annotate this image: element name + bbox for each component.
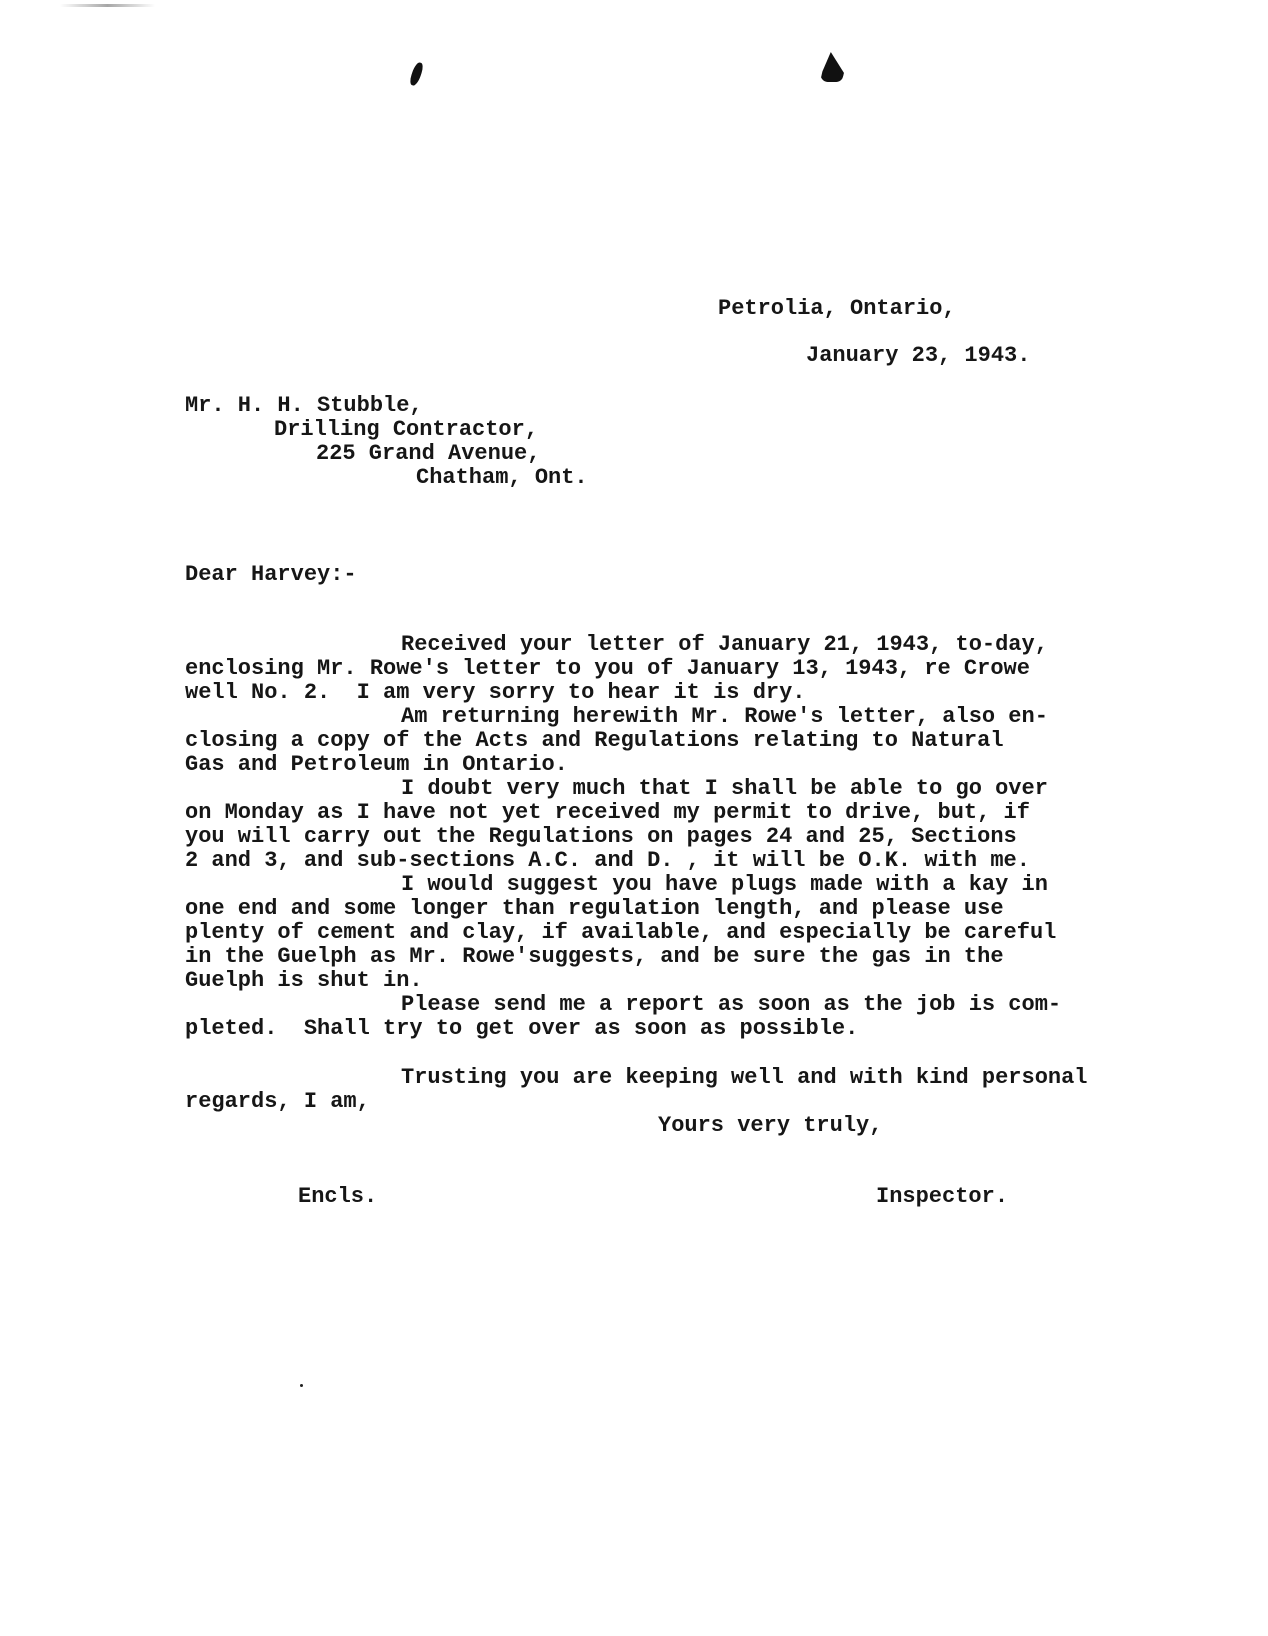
enclosure-note: Encls.: [298, 1184, 378, 1209]
body-line: I doubt very much that I shall be able to go over: [401, 776, 1048, 801]
body-line: I would suggest you have plugs made with a kay in: [401, 872, 1048, 897]
closing-line: Trusting you are keeping well and with kind personal: [401, 1065, 1088, 1090]
punch-hole-mark-left: [409, 61, 425, 87]
complimentary-close: Yours very truly,: [658, 1113, 883, 1138]
body-line: enclosing Mr. Rowe's letter to you of January 13, 1943, re Crowe: [185, 656, 1030, 681]
body-line: well No. 2. I am very sorry to hear it is dry.: [185, 680, 806, 705]
body-line: you will carry out the Regulations on pages 24 and 25, Sections: [185, 824, 1017, 849]
signature-title: Inspector.: [876, 1184, 1009, 1209]
recipient-title: Drilling Contractor,: [274, 417, 539, 442]
body-line: Please send me a report as soon as the job is com-: [401, 992, 1062, 1017]
punch-hole-mark-right: [820, 52, 844, 82]
recipient-city: Chatham, Ont.: [416, 465, 588, 490]
body-line: plenty of cement and clay, if available, and especially be careful: [185, 920, 1057, 945]
body-line: Guelph is shut in.: [185, 968, 423, 993]
body-line: pleted. Shall try to get over as soon as possible.: [185, 1016, 859, 1041]
letter-place: Petrolia, Ontario,: [718, 296, 956, 321]
recipient-street: 225 Grand Avenue,: [316, 441, 541, 466]
body-line: in the Guelph as Mr. Rowe'suggests, and be sure the gas in the: [185, 944, 1004, 969]
letter-date: January 23, 1943.: [806, 343, 1031, 368]
salutation: Dear Harvey:-: [185, 562, 357, 587]
body-line: one end and some longer than regulation length, and please use: [185, 896, 1004, 921]
body-line: closing a copy of the Acts and Regulations relating to Natural: [185, 728, 1004, 753]
body-line: Am returning herewith Mr. Rowe's letter, also en-: [401, 704, 1048, 729]
closing-line: regards, I am,: [185, 1089, 370, 1114]
body-line: Gas and Petroleum in Ontario.: [185, 752, 568, 777]
paper-edge-smudge: [60, 4, 155, 7]
body-line: 2 and 3, and sub-sections A.C. and D. , it will be O.K. with me.: [185, 848, 1030, 873]
body-line: on Monday as I have not yet received my permit to drive, but, if: [185, 800, 1030, 825]
recipient-name: Mr. H. H. Stubble,: [185, 393, 423, 418]
body-line: Received your letter of January 21, 1943, to-day,: [401, 632, 1048, 657]
paper-speck: [300, 1384, 303, 1387]
